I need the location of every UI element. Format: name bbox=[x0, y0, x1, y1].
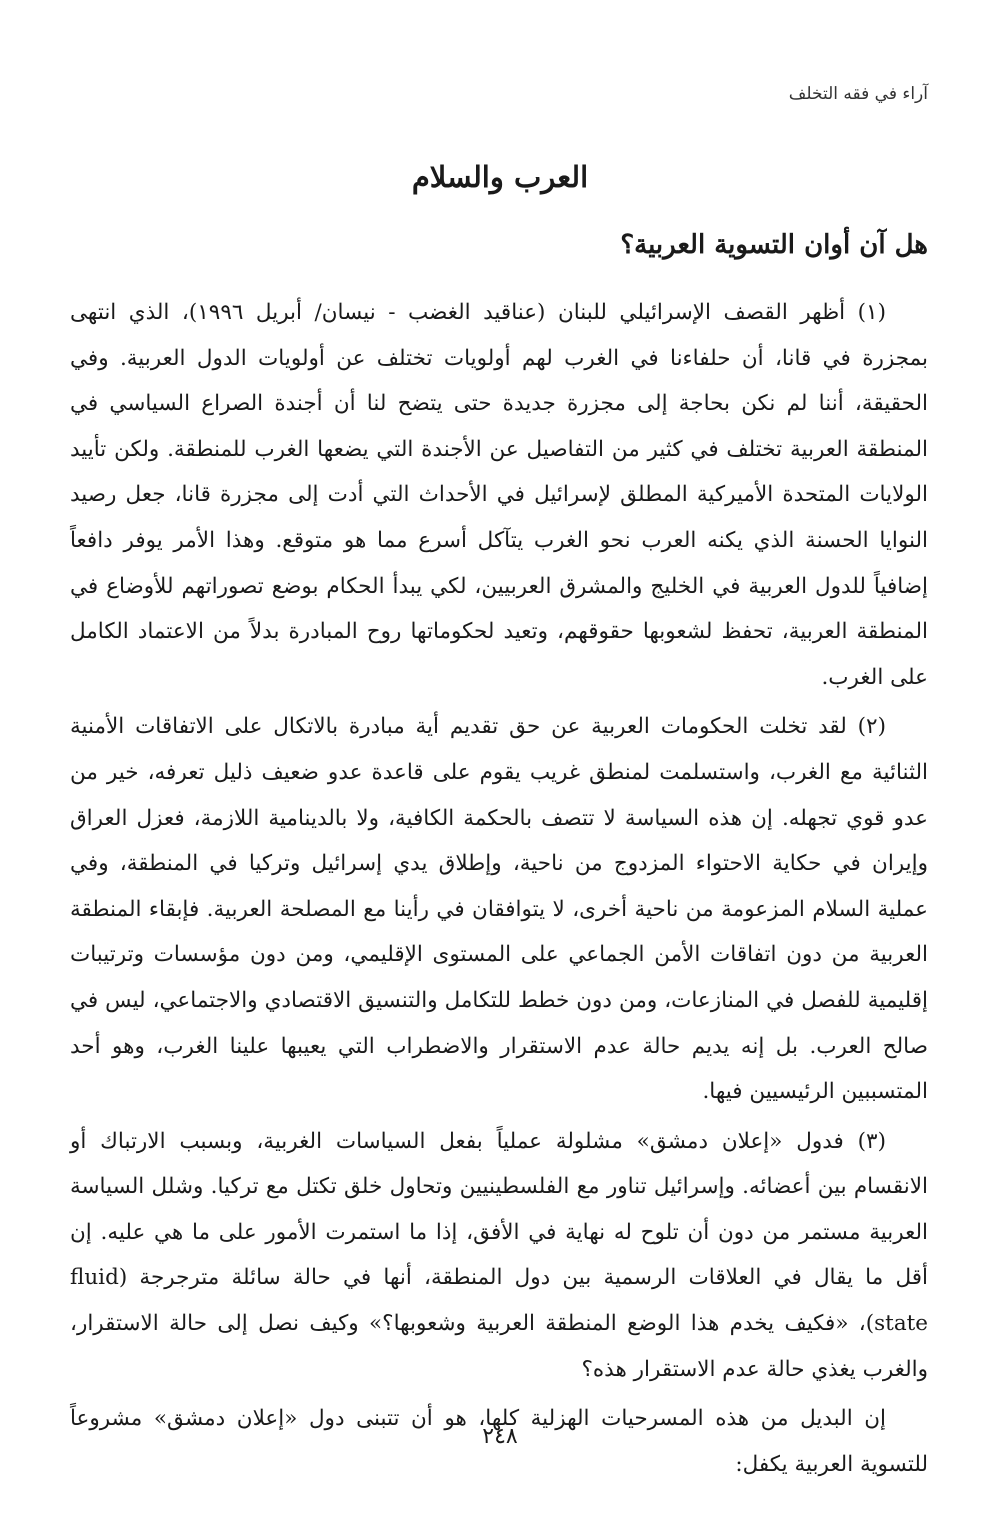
paragraph-4: إن البديل من هذه المسرحيات الهزلية كلها، هو أن تتبنى دول «إعلان دمشق» مشروعاً للتسوية العربية يكفل: bbox=[70, 1406, 928, 1477]
section-heading: هل آن أوان التسوية العربية؟ bbox=[620, 230, 928, 260]
chapter-title: العرب والسلام bbox=[411, 160, 589, 194]
running-header: آراء في فقه التخلف bbox=[788, 84, 928, 104]
body-text bbox=[70, 290, 928, 1491]
paragraph-3: (٣) فدول «إعلان دمشق» مشلولة عملياً بفعل السياسات الغربية، وبسبب الارتباك أو الانقسام بين أعضائه. وإسرائيل تناور مع الفلسطينيين وتحاول خلق تكتل مع تركيا. وشلل السياسة العربية مستمر من دون أن تلوح له نهاية في الأفق، إذا ما استمرت الأمور على ما هي عليه. إن أقل ما يقال في العلاقات الرسمية بين دول المنطقة، أنها في حالة سائلة مترجرجة (fluid state)، «فكيف يخدم هذا الوضع المنطقة العربية وشعوبها؟» وكيف نصل إلى حالة الاستقرار، والغرب يغذي حالة عدم الاستقرار هذه؟ bbox=[70, 1128, 928, 1382]
page-number: ٢٤٨ bbox=[482, 1424, 518, 1449]
paragraph-1: (١) أظهر القصف الإسرائيلي للبنان (عناقيد الغضب - نيسان/ أبريل ١٩٩٦)، الذي انتهى بمجزرة في قانا، أن حلفاءنا في الغرب لهم أولويات تختلف عن أولويات الدول العربية. وفي الحقيقة، أننا لم نكن بحاجة إلى مجزرة جديدة حتى يتضح لنا أن أجندة الصراع السياسي في المنطقة العربية تختلف في كثير من التفاصيل عن الأجندة التي يضعها الغرب للمنطقة. ولكن تأييد الولايات المتحدة الأميركية المطلق لإسرائيل في الأحداث التي أدت إلى مجزرة قانا، جعل رصيد النوايا الحسنة الذي يكنه العرب نحو الغرب يتآكل أسرع مما هو متوقع. وهذا الأمر يوفر دافعاً إضافياً للدول العربية في الخليج والمشرق العربيين، لكي يبدأ الحكام بوضع تصوراتهم للأوضاع في المنطقة العربية، تحفظ لشعوبها حقوقهم، وتعيد لحكوماتها روح المبادرة بدلاً من الاعتماد الكامل على الغرب. bbox=[70, 300, 928, 690]
paragraph-2: (٢) لقد تخلت الحكومات العربية عن حق تقديم أية مبادرة بالاتكال على الاتفاقات الأمنية الثنائية مع الغرب، واستسلمت لمنطق غريب يقوم على قاعدة عدو ضعيف ذليل تعرفه، خير من عدو قوي تجهله. إن هذه السياسة لا تتصف بالحكمة الكافية، ولا بالدينامية اللازمة، فعزل العراق وإيران في حكاية الاحتواء المزدوج من ناحية، وإطلاق يدي إسرائيل وتركيا في المنطقة، وفي عملية السلام المزعومة من ناحية أخرى، لا يتوافقان في رأينا مع المصلحة العربية. فإبقاء المنطقة العربية من دون اتفاقات الأمن الجماعي على المستوى الإقليمي، ومن دون مؤسسات وترتيبات إقليمية للفصل في المنازعات، ومن دون خطط للتكامل والتنسيق الاقتصادي والاجتماعي، ليس في صالح العرب. بل إنه يديم حالة عدم الاستقرار والاضطراب التي يعيبها علينا الغرب، وهو أحد المتسببين الرئيسيين فيها. bbox=[70, 714, 928, 1105]
